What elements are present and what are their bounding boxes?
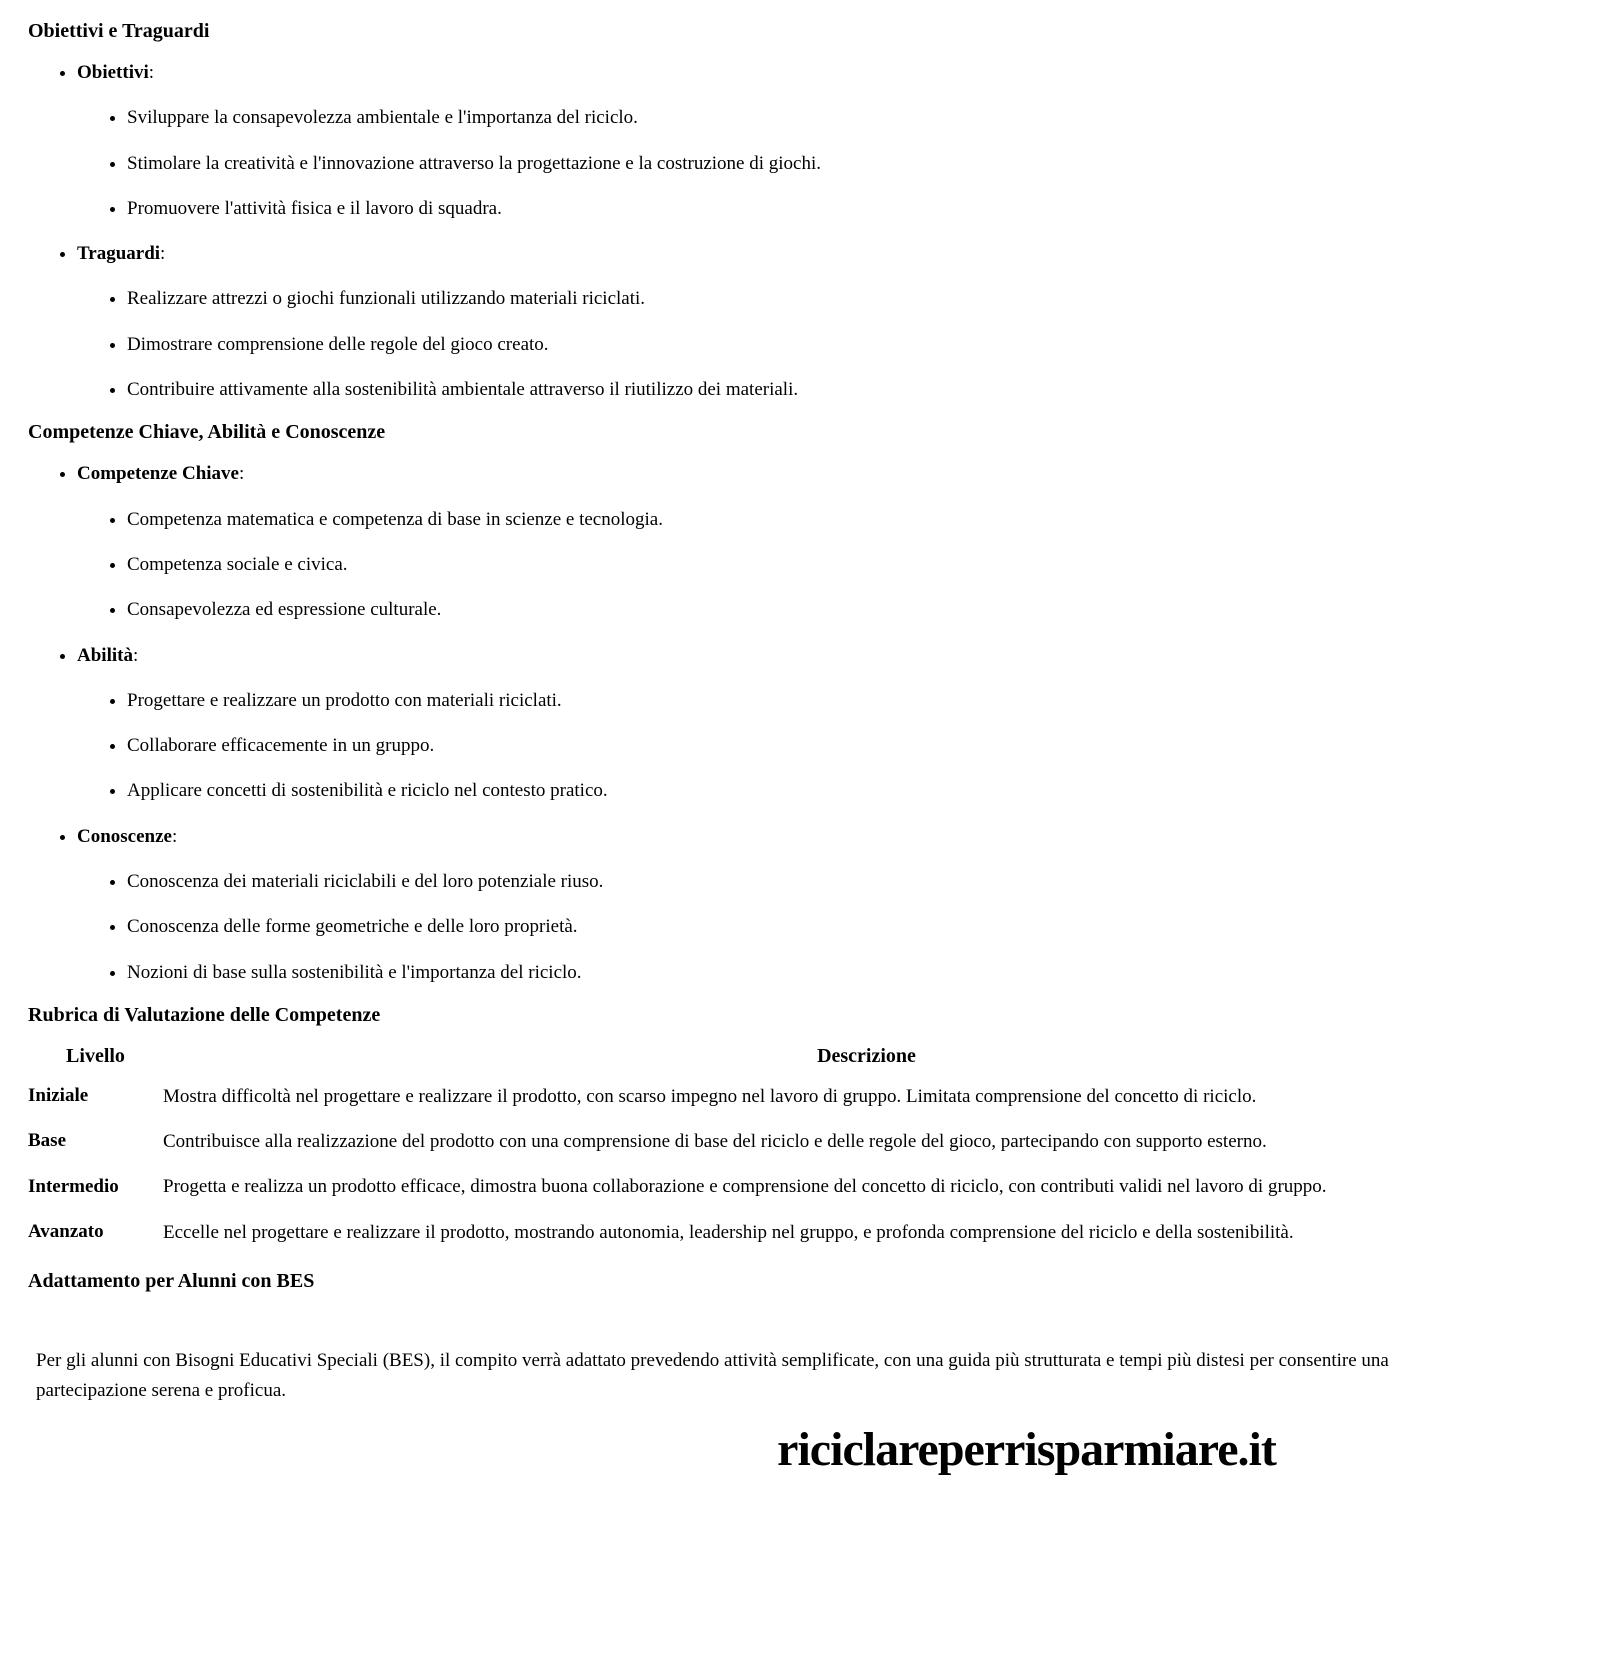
competences-list	[28, 458, 1570, 989]
level-cell-iniziale: Iniziale	[28, 1085, 89, 1107]
list-item: • Promuovere l'attività fisica e il lavoro di squadra.	[127, 193, 1570, 225]
column-header-descrizione: Descrizione	[817, 1044, 916, 1067]
heading-obiettivi-e-traguardi: Obiettivi e Traguardi	[28, 20, 210, 42]
group-label-suffix: :	[132, 644, 139, 666]
table-row	[28, 1164, 1570, 1209]
table-row	[28, 1119, 1570, 1164]
group-label-suffix: :	[160, 243, 166, 265]
column-header-livello: Livello	[66, 1044, 125, 1067]
group-label-conoscenze: Conoscenze	[77, 825, 172, 847]
group-label-suffix: :	[171, 825, 178, 847]
list-item: • Sviluppare la consapevolezza ambientale e l'importanza del riciclo.	[127, 102, 1570, 134]
list-item: • Contribuire attivamente alla sostenibilità ambientale attraverso il riutilizzo dei materiali.	[127, 374, 1570, 406]
competenze-chiave-sublist	[77, 504, 1570, 627]
heading-adattamento-bes: Adattamento per Alunni con BES	[28, 1269, 315, 1292]
list-group-abilita	[77, 640, 1570, 808]
footer-site-wordmark: riciclareperrisparmiare.it	[777, 1422, 1276, 1476]
list-item: • Stimolare la creatività e l'innovazione attraverso la progettazione e la costruzione di giochi.	[127, 148, 1570, 180]
list-item: • Collaborare efficacemente in un gruppo.	[127, 730, 1570, 762]
list-group-traguardi	[77, 238, 1570, 406]
list-group-conoscenze	[77, 821, 1570, 989]
level-cell-intermedio: Intermedio	[28, 1175, 119, 1197]
level-cell-avanzato: Avanzato	[28, 1220, 104, 1242]
group-label-suffix: :	[148, 62, 155, 83]
description-cell: Eccelle nel progettare e realizzare il prodotto, mostrando autonomia, leadership nel gruppo, e profonda comprensione del riciclo e della sostenibilità.	[163, 1221, 1294, 1243]
description-cell: Mostra difficoltà nel progettare e realizzare il prodotto, con scarso impegno nel lavoro di gruppo. Limitata comprensione del concetto di riciclo.	[163, 1085, 1257, 1107]
heading-rubrica-valutazione: Rubrica di Valutazione delle Competenze	[28, 1003, 381, 1026]
list-group-obiettivi	[77, 57, 1570, 225]
list-item: • Nozioni di base sulla sostenibilità e l'importanza del riciclo.	[127, 957, 1570, 989]
list-item: • Competenza matematica e competenza di base in scienze e tecnologia.	[127, 504, 1570, 536]
group-label-abilita: Abilità	[77, 644, 133, 666]
group-label-obiettivi: Obiettivi	[77, 62, 149, 83]
group-label-suffix: :	[239, 463, 245, 485]
list-item: • Conoscenza dei materiali riciclabili e del loro potenziale riuso.	[127, 866, 1570, 898]
traguardi-sublist	[77, 283, 1570, 406]
list-item: • Applicare concetti di sostenibilità e riciclo nel contesto pratico.	[127, 775, 1570, 807]
group-label-competenze-chiave: Competenze Chiave	[77, 463, 239, 485]
rubric-table	[28, 1041, 1570, 1255]
obiettivi-sublist	[77, 102, 1570, 225]
bes-paragraph: Per gli alunni con Bisogni Educativi Speciali (BES), il compito verrà adattato prevedendo attività semplificate, con una guida più strutturata e tempi più distesi per consentire una partecipazione serena e proficua.	[36, 1349, 1389, 1402]
level-cell-base: Base	[28, 1130, 66, 1152]
objectives-list	[28, 57, 1570, 406]
abilita-sublist	[77, 685, 1570, 808]
table-row	[28, 1074, 1570, 1119]
list-item: • Realizzare attrezzi o giochi funzionali utilizzando materiali riciclati.	[127, 283, 1570, 315]
list-item: • Consapevolezza ed espressione culturale.	[127, 594, 1570, 626]
list-item: • Competenza sociale e civica.	[127, 549, 1570, 581]
list-item: • Conoscenza delle forme geometriche e delle loro proprietà.	[127, 911, 1570, 943]
rubric-header-row	[28, 1041, 1570, 1074]
heading-competenze-chiave: Competenze Chiave, Abilità e Conoscenze	[28, 421, 386, 444]
list-group-competenze-chiave	[77, 458, 1570, 626]
conoscenze-sublist	[77, 866, 1570, 989]
table-row	[28, 1210, 1570, 1255]
list-item: • Progettare e realizzare un prodotto con materiali riciclati.	[127, 685, 1570, 717]
description-cell: Contribuisce alla realizzazione del prodotto con una comprensione di base del riciclo e delle regole del gioco, partecipando con supporto esterno.	[163, 1131, 1267, 1153]
description-cell: Progetta e realizza un prodotto efficace, dimostra buona collaborazione e comprensione del concetto di riciclo, con contributi validi nel lavoro di gruppo.	[163, 1176, 1327, 1198]
list-item: • Dimostrare comprensione delle regole del gioco creato.	[127, 329, 1570, 361]
group-label-traguardi: Traguardi	[77, 243, 161, 265]
